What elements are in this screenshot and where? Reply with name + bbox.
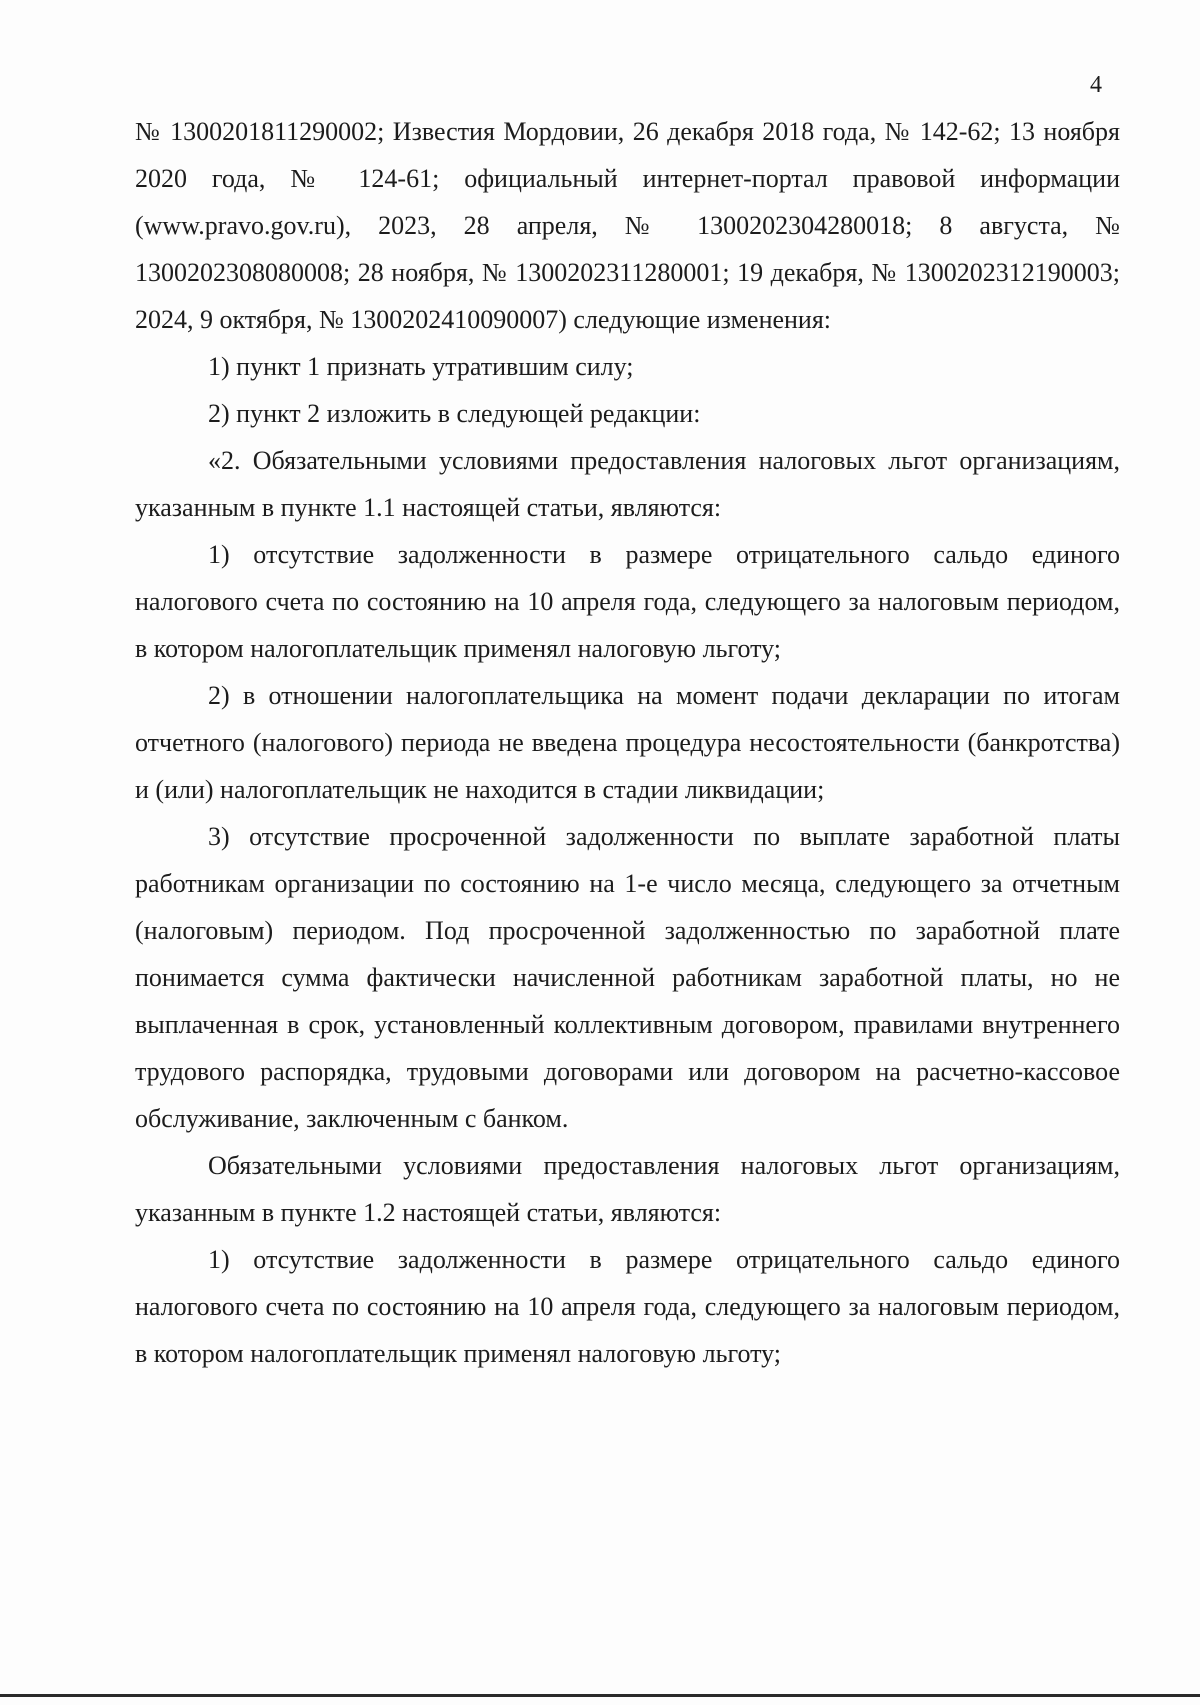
paragraph-item-2: 2) пункт 2 изложить в следующей редакции: (208, 399, 701, 428)
paragraph-amendment-sources: № 1300201811290002; Известия Мордовии, 26 декабря 2018 года, № 142-62; 13 ноября 2020 года, № 124-61; официальный интернет-портал правовой информации (www.pravo.gov.ru), 2023, 28 апреля, № 1300202304280018; 8 августа, № 1300202308080008; 28 ноября, № 1300202311280001; 19 декабря, № 1300202312190003; 2024, 9 октября, № 1300202410090007) следующие изменения: (135, 117, 1120, 334)
document-body (135, 108, 1120, 1377)
paragraph-condition-3: 3) отсутствие просроченной задолженности по выплате заработной платы работникам организации по состоянию на 1-е число месяца, следующего за отчетным (налоговым) периодом. Под просроченной задолженностью по заработной плате понимается сумма фактически начисленной работникам заработной платы, но не выплаченная в срок, установленный коллективным договором, правилами внутреннего трудового распорядка, трудовыми договорами или договором на расчетно-кассовое обслуживание, заключенным с банком. (135, 822, 1120, 1133)
paragraph-clause-2: «2. Обязательными условиями предоставления налоговых льгот организациям, указанным в пункте 1.1 настоящей статьи, являются: (135, 446, 1120, 522)
paragraph-item-1: 1) пункт 1 признать утратившим силу; (208, 352, 634, 381)
paragraph-conditions-1-2: Обязательными условиями предоставления налоговых льгот организациям, указанным в пункте 1.2 настоящей статьи, являются: (135, 1151, 1120, 1227)
scan-edge-line (0, 1694, 1200, 1697)
page-number: 4 (1090, 72, 1102, 98)
paragraph-condition-2: 2) в отношении налогоплательщика на момент подачи декларации по итогам отчетного (налогового) периода не введена процедура несостоятельности (банкротства) и (или) налогоплательщик не находится в стадии ликвидации; (135, 681, 1120, 804)
paragraph-condition-1-2-item-1: 1) отсутствие задолженности в размере отрицательного сальдо единого налогового счета по состоянию на 10 апреля года, следующего за налоговым периодом, в котором налогоплательщик применял налоговую льготу; (135, 1245, 1120, 1368)
paragraph-condition-1: 1) отсутствие задолженности в размере отрицательного сальдо единого налогового счета по состоянию на 10 апреля года, следующего за налоговым периодом, в котором налогоплательщик применял налоговую льготу; (135, 540, 1120, 663)
